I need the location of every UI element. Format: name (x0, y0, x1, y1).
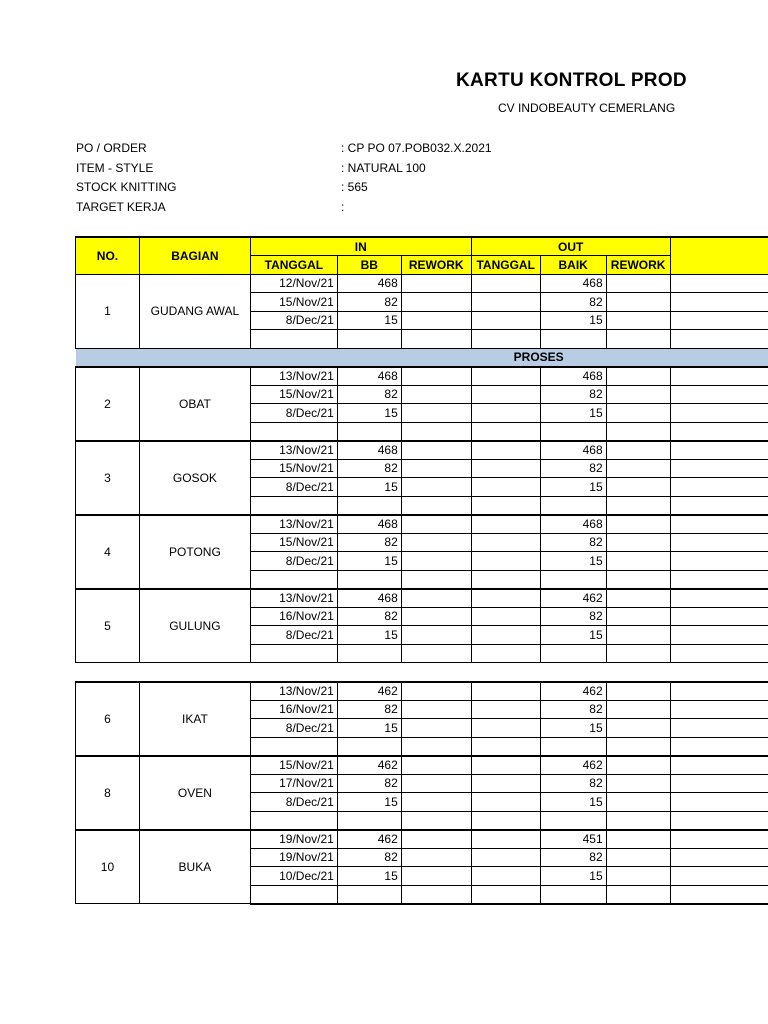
cell-bb: 82 (337, 293, 401, 312)
cell-bb: 462 (337, 830, 401, 849)
cell-baik: 82 (540, 293, 606, 312)
col-header-no: NO. (76, 237, 140, 274)
cell-baik: 82 (540, 774, 606, 793)
cell-baik: 468 (540, 367, 606, 386)
section-bagian: POTONG (139, 515, 250, 589)
cell-bb: 468 (337, 441, 401, 460)
cell-extra (670, 496, 768, 515)
info-value: : CP PO 07.POB032.X.2021 (341, 141, 492, 155)
cell-in-tanggal: 15/Nov/21 (250, 756, 337, 775)
cell-bb: 468 (337, 274, 401, 293)
cell-in-rework (401, 385, 471, 404)
section-number: 6 (76, 682, 140, 756)
cell-baik: 15 (540, 626, 606, 645)
cell-in-tanggal (250, 330, 337, 349)
cell-out-rework (606, 441, 670, 460)
cell-out-tanggal (471, 700, 540, 719)
cell-out-tanggal (471, 274, 540, 293)
table-header-row (76, 237, 768, 256)
cell-bb: 468 (337, 589, 401, 608)
cell-baik (540, 496, 606, 515)
cell-out-tanggal (471, 830, 540, 849)
cell-baik: 82 (540, 848, 606, 867)
cell-in-rework (401, 719, 471, 738)
cell-baik (540, 811, 606, 830)
cell-out-rework (606, 644, 670, 663)
cell-in-rework (401, 607, 471, 626)
cell-bb: 82 (337, 774, 401, 793)
cell-in-rework (401, 811, 471, 830)
cell-out-tanggal (471, 811, 540, 830)
table-row (76, 589, 768, 608)
section-bagian: GOSOK (139, 441, 250, 515)
cell-bb (337, 570, 401, 589)
table-row (76, 274, 768, 293)
cell-out-rework (606, 607, 670, 626)
cell-bb: 82 (337, 607, 401, 626)
col-header-in-rework: REWORK (401, 256, 471, 275)
cell-extra (670, 607, 768, 626)
cell-baik: 82 (540, 700, 606, 719)
cell-bb: 82 (337, 459, 401, 478)
cell-out-tanggal (471, 422, 540, 441)
cell-in-rework (401, 496, 471, 515)
cell-bb: 82 (337, 848, 401, 867)
cell-in-rework (401, 700, 471, 719)
cell-out-tanggal (471, 682, 540, 701)
cell-bb: 15 (337, 311, 401, 330)
proses-label: PROSES (471, 348, 606, 367)
cell-out-rework (606, 496, 670, 515)
cell-bb (337, 737, 401, 756)
cell-in-tanggal: 10/Dec/21 (250, 867, 337, 886)
cell-in-tanggal: 8/Dec/21 (250, 793, 337, 812)
cell-extra (670, 274, 768, 293)
cell-out-tanggal (471, 441, 540, 460)
cell-extra (670, 533, 768, 552)
cell-in-tanggal (250, 496, 337, 515)
info-row-stock (76, 178, 576, 198)
cell-in-rework (401, 589, 471, 608)
cell-baik (540, 885, 606, 904)
cell-extra (670, 885, 768, 904)
cell-bb: 462 (337, 756, 401, 775)
cell-bb: 82 (337, 700, 401, 719)
cell-out-rework (606, 385, 670, 404)
cell-out-rework (606, 811, 670, 830)
cell-out-tanggal (471, 404, 540, 423)
cell-extra (670, 367, 768, 386)
section-number: 3 (76, 441, 140, 515)
cell-in-tanggal (250, 570, 337, 589)
cell-in-rework (401, 644, 471, 663)
table-row (76, 756, 768, 775)
cell-baik: 15 (540, 793, 606, 812)
gap-cell (76, 663, 768, 682)
cell-baik: 15 (540, 719, 606, 738)
info-row-po (76, 139, 576, 159)
cell-bb: 468 (337, 367, 401, 386)
cell-bb: 15 (337, 478, 401, 497)
cell-in-tanggal: 13/Nov/21 (250, 682, 337, 701)
cell-bb (337, 885, 401, 904)
cell-in-tanggal: 8/Dec/21 (250, 478, 337, 497)
cell-bb (337, 496, 401, 515)
cell-extra (670, 774, 768, 793)
section-bagian: GULUNG (139, 589, 250, 663)
cell-in-tanggal: 15/Nov/21 (250, 533, 337, 552)
cell-baik (540, 330, 606, 349)
document-title: KARTU KONTROL PROD (456, 70, 687, 91)
cell-baik (540, 737, 606, 756)
cell-baik (540, 644, 606, 663)
cell-out-rework (606, 848, 670, 867)
info-label: ITEM - STYLE (76, 160, 154, 175)
cell-in-rework (401, 367, 471, 386)
cell-in-tanggal: 8/Dec/21 (250, 626, 337, 645)
cell-out-rework (606, 885, 670, 904)
cell-baik: 462 (540, 756, 606, 775)
cell-extra (670, 793, 768, 812)
col-header-bb: BB (337, 256, 401, 275)
cell-in-tanggal: 16/Nov/21 (250, 700, 337, 719)
cell-baik: 15 (540, 478, 606, 497)
cell-baik: 468 (540, 515, 606, 534)
cell-extra (670, 644, 768, 663)
cell-in-rework (401, 515, 471, 534)
cell-out-tanggal (471, 589, 540, 608)
cell-extra (670, 719, 768, 738)
cell-extra (670, 404, 768, 423)
cell-bb (337, 644, 401, 663)
table-row (76, 515, 768, 534)
cell-out-rework (606, 515, 670, 534)
cell-in-tanggal: 13/Nov/21 (250, 441, 337, 460)
info-value: : NATURAL 100 (341, 160, 426, 175)
cell-extra (670, 867, 768, 886)
cell-extra (670, 756, 768, 775)
cell-out-tanggal (471, 293, 540, 312)
cell-in-rework (401, 626, 471, 645)
section-bagian: GUDANG AWAL (139, 274, 250, 348)
cell-out-tanggal (471, 885, 540, 904)
info-label: TARGET KERJA (76, 199, 166, 214)
cell-bb: 15 (337, 404, 401, 423)
cell-in-rework (401, 404, 471, 423)
cell-extra (670, 570, 768, 589)
cell-out-tanggal (471, 793, 540, 812)
table-row (76, 830, 768, 849)
cell-baik: 15 (540, 311, 606, 330)
cell-out-tanggal (471, 867, 540, 886)
cell-in-tanggal: 12/Nov/21 (250, 274, 337, 293)
section-number: 1 (76, 274, 140, 348)
cell-in-tanggal: 8/Dec/21 (250, 404, 337, 423)
section-bagian: BUKA (139, 830, 250, 904)
table-row (76, 367, 768, 386)
cell-bb: 15 (337, 793, 401, 812)
cell-out-tanggal (471, 737, 540, 756)
section-bagian: OBAT (139, 367, 250, 441)
group-header-in: IN (250, 237, 471, 256)
cell-in-rework (401, 311, 471, 330)
cell-out-tanggal (471, 478, 540, 497)
cell-baik (540, 570, 606, 589)
cell-in-rework (401, 774, 471, 793)
cell-in-rework (401, 570, 471, 589)
cell-bb: 468 (337, 515, 401, 534)
info-label: PO / ORDER (76, 141, 147, 155)
cell-baik (540, 422, 606, 441)
cell-extra (670, 385, 768, 404)
cell-in-tanggal (250, 737, 337, 756)
group-header-out: OUT (471, 237, 670, 256)
col-header-in-tanggal: TANGGAL (250, 256, 337, 275)
section-bagian: OVEN (139, 756, 250, 830)
cell-out-tanggal (471, 552, 540, 571)
cell-out-rework (606, 719, 670, 738)
cell-baik: 15 (540, 867, 606, 886)
cell-out-tanggal (471, 607, 540, 626)
cell-in-tanggal: 15/Nov/21 (250, 459, 337, 478)
cell-in-tanggal (250, 644, 337, 663)
cell-in-rework (401, 756, 471, 775)
cell-extra (670, 330, 768, 349)
cell-extra (670, 311, 768, 330)
cell-extra (670, 811, 768, 830)
cell-extra (670, 737, 768, 756)
cell-extra (670, 848, 768, 867)
cell-extra (670, 422, 768, 441)
cell-in-rework (401, 478, 471, 497)
cell-baik: 15 (540, 552, 606, 571)
cell-out-rework (606, 756, 670, 775)
cell-in-rework (401, 459, 471, 478)
cell-in-rework (401, 330, 471, 349)
cell-in-tanggal: 13/Nov/21 (250, 589, 337, 608)
cell-extra (670, 293, 768, 312)
cell-bb (337, 330, 401, 349)
cell-in-tanggal: 13/Nov/21 (250, 515, 337, 534)
cell-in-tanggal: 8/Dec/21 (250, 552, 337, 571)
cell-in-tanggal: 16/Nov/21 (250, 607, 337, 626)
cell-in-tanggal: 17/Nov/21 (250, 774, 337, 793)
cell-out-tanggal (471, 311, 540, 330)
cell-out-rework (606, 700, 670, 719)
table-row (76, 441, 768, 460)
cell-bb: 462 (337, 682, 401, 701)
cell-out-rework (606, 626, 670, 645)
col-header-bagian: BAGIAN (139, 237, 250, 274)
col-header-out-rework: REWORK (606, 256, 670, 275)
production-table-container (75, 236, 768, 952)
section-number: 8 (76, 756, 140, 830)
cell-in-tanggal (250, 811, 337, 830)
cell-in-tanggal: 15/Nov/21 (250, 293, 337, 312)
production-table (75, 236, 768, 905)
col-header-baik: BAIK (540, 256, 606, 275)
cell-out-tanggal (471, 848, 540, 867)
cell-in-tanggal: 19/Nov/21 (250, 830, 337, 849)
info-label: STOCK KNITTING (76, 180, 177, 194)
order-info (76, 139, 576, 217)
info-value: : (341, 199, 345, 214)
info-row-target (76, 198, 576, 218)
cell-extra (670, 515, 768, 534)
cell-in-rework (401, 422, 471, 441)
section-number: 5 (76, 589, 140, 663)
cell-extra (670, 459, 768, 478)
cell-extra (670, 682, 768, 701)
cell-in-rework (401, 552, 471, 571)
cell-in-tanggal: 15/Nov/21 (250, 385, 337, 404)
cell-in-rework (401, 274, 471, 293)
cell-out-tanggal (471, 459, 540, 478)
cell-out-tanggal (471, 644, 540, 663)
cell-bb: 15 (337, 552, 401, 571)
section-number: 2 (76, 367, 140, 441)
cell-out-tanggal (471, 367, 540, 386)
cell-in-tanggal (250, 885, 337, 904)
section-number: 4 (76, 515, 140, 589)
cell-out-rework (606, 404, 670, 423)
cell-bb: 82 (337, 385, 401, 404)
cell-baik: 468 (540, 441, 606, 460)
cell-in-tanggal (250, 422, 337, 441)
cell-out-rework (606, 570, 670, 589)
cell-in-rework (401, 830, 471, 849)
cell-out-rework (606, 311, 670, 330)
cell-out-rework (606, 830, 670, 849)
cell-out-tanggal (471, 719, 540, 738)
info-value: : 565 (341, 180, 368, 194)
cell-baik: 82 (540, 459, 606, 478)
cell-out-tanggal (471, 756, 540, 775)
cell-out-tanggal (471, 626, 540, 645)
section-bagian: IKAT (139, 682, 250, 756)
cell-extra (670, 700, 768, 719)
cell-out-rework (606, 589, 670, 608)
cell-in-rework (401, 885, 471, 904)
cell-baik: 462 (540, 682, 606, 701)
cell-out-rework (606, 459, 670, 478)
proses-band-fill (76, 348, 472, 367)
cell-out-tanggal (471, 533, 540, 552)
cell-out-rework (606, 737, 670, 756)
cell-out-rework (606, 293, 670, 312)
table-gap (76, 663, 768, 682)
cell-in-tanggal: 13/Nov/21 (250, 367, 337, 386)
cell-extra (670, 478, 768, 497)
cell-out-rework (606, 533, 670, 552)
cell-extra (670, 441, 768, 460)
proses-band-fill (606, 348, 768, 367)
cell-in-rework (401, 682, 471, 701)
cell-out-tanggal (471, 496, 540, 515)
cell-extra (670, 626, 768, 645)
cell-out-rework (606, 478, 670, 497)
cell-baik: 468 (540, 274, 606, 293)
proses-band (76, 348, 768, 367)
cell-extra (670, 589, 768, 608)
cell-baik: 451 (540, 830, 606, 849)
cell-out-rework (606, 367, 670, 386)
cell-out-rework (606, 774, 670, 793)
info-row-item (76, 159, 576, 179)
cell-in-rework (401, 293, 471, 312)
cell-extra (670, 552, 768, 571)
cell-out-tanggal (471, 515, 540, 534)
company-name: CV INDOBEAUTY CEMERLANG (498, 101, 676, 115)
cell-in-rework (401, 441, 471, 460)
cell-bb: 15 (337, 867, 401, 886)
table-row (76, 682, 768, 701)
cell-in-rework (401, 533, 471, 552)
cell-in-rework (401, 737, 471, 756)
cell-out-tanggal (471, 774, 540, 793)
cell-in-rework (401, 848, 471, 867)
cell-baik: 82 (540, 607, 606, 626)
cell-bb (337, 422, 401, 441)
cell-in-rework (401, 867, 471, 886)
cell-out-tanggal (471, 330, 540, 349)
cell-bb: 15 (337, 626, 401, 645)
cell-out-rework (606, 867, 670, 886)
cell-out-tanggal (471, 385, 540, 404)
cell-out-tanggal (471, 570, 540, 589)
col-header-extra (670, 237, 768, 274)
cell-out-rework (606, 330, 670, 349)
cell-out-rework (606, 274, 670, 293)
cell-bb: 82 (337, 533, 401, 552)
cell-in-tanggal: 8/Dec/21 (250, 719, 337, 738)
cell-in-rework (401, 793, 471, 812)
cell-bb: 15 (337, 719, 401, 738)
cell-baik: 82 (540, 385, 606, 404)
cell-in-tanggal: 19/Nov/21 (250, 848, 337, 867)
cell-out-rework (606, 422, 670, 441)
cell-out-rework (606, 793, 670, 812)
col-header-out-tanggal: TANGGAL (471, 256, 540, 275)
cell-baik: 82 (540, 533, 606, 552)
cell-bb (337, 811, 401, 830)
cell-out-rework (606, 682, 670, 701)
section-number: 10 (76, 830, 140, 904)
cell-in-tanggal: 8/Dec/21 (250, 311, 337, 330)
cell-out-rework (606, 552, 670, 571)
cell-extra (670, 830, 768, 849)
cell-baik: 462 (540, 589, 606, 608)
cell-baik: 15 (540, 404, 606, 423)
